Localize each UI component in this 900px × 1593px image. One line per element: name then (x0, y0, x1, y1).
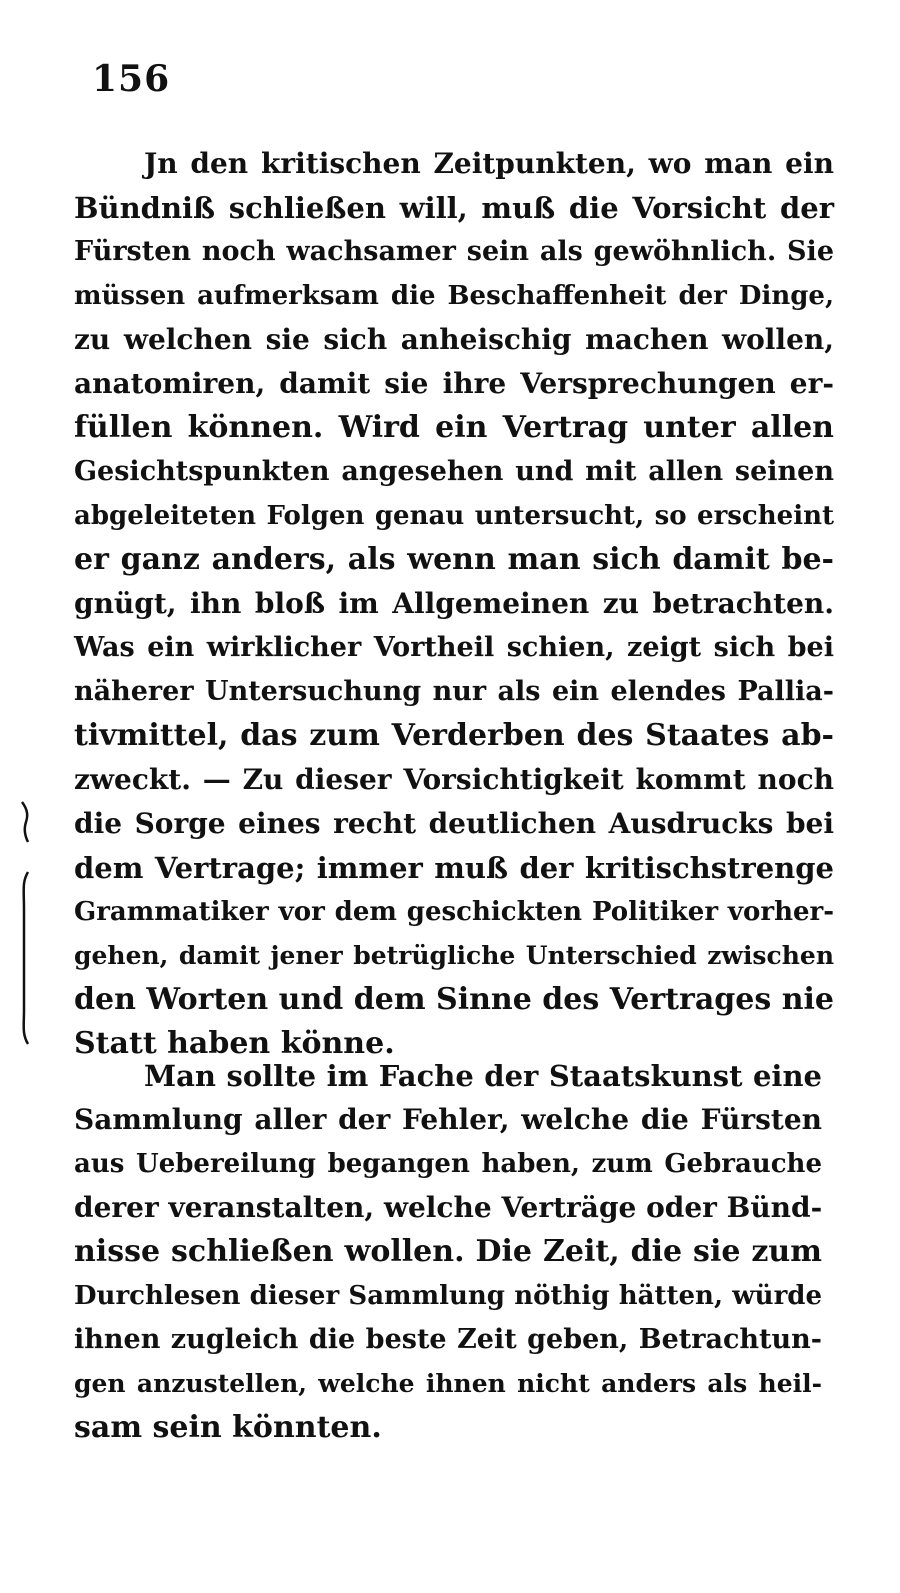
text-line: abgeleiteten Folgen genau untersucht, so erscheint (74, 501, 834, 531)
text-line: müssen aufmerksam die Beschaffenheit der Dinge, (74, 281, 834, 311)
text-line: zweckt. — Zu dieser Vorsichtigkeit kommt noch (74, 763, 834, 796)
text-line: Fürsten noch wachsamer sein als gewöhnlich. Sie (74, 236, 834, 267)
text-line: zu welchen sie sich anheischig machen wollen, (74, 323, 834, 356)
margin-bracket-mark (18, 870, 32, 1046)
text-line: näherer Untersuchung nur als ein elendes Pallia- (74, 676, 834, 707)
text-line: dem Vertrage; immer muß der kritischstrenge (74, 851, 834, 885)
text-line: ihnen zugleich die beste Zeit geben, Betrachtun- (74, 1324, 822, 1355)
text-line: Was ein wirklicher Vortheil schien, zeigt sich bei (74, 632, 834, 663)
paragraph-2 (74, 1054, 822, 1450)
text-line: sam sein könnten. (74, 1410, 382, 1445)
text-line: Bündniß schließen will, muß die Vorsicht der (74, 191, 834, 225)
margin-bracket-mark (18, 800, 32, 844)
text-line: gnügt, ihn bloß im Allgemeinen zu betrachten. (74, 587, 834, 620)
text-line: aus Uebereilung begangen haben, zum Gebrauche (74, 1149, 822, 1179)
text-line: tivmittel, das zum Verderben des Staates ab- (74, 718, 834, 753)
text-line: gehen, damit jener betrügliche Unterschied zwischen (74, 941, 834, 970)
text-line: Gesichtspunkten angesehen und mit allen seinen (74, 456, 834, 487)
text-line: Durchlesen dieser Sammlung nöthig hätten, würde (74, 1281, 822, 1311)
text-line: derer veranstalten, welche Verträge oder Bünd- (74, 1191, 823, 1224)
page-number: 156 (92, 58, 171, 100)
text-line: Statt haben könne. (74, 1026, 395, 1061)
text-line: Man sollte im Fache der Staatskunst eine (144, 1059, 822, 1093)
text-line: den Worten und dem Sinne des Vertrages nie (74, 982, 834, 1017)
text-line: Sammlung aller der Fehler, welche die Fürsten (74, 1103, 822, 1136)
text-line: nisse schließen wollen. Die Zeit, die sie zum (74, 1234, 822, 1269)
text-line: er ganz anders, als wenn man sich damit be- (74, 542, 834, 577)
text-line: anatomiren, damit sie ihre Versprechungen er- (74, 367, 834, 400)
text-line: Jn den kritischen Zeitpunkten, wo man ein (144, 147, 834, 180)
text-line: füllen können. Wird ein Vertrag unter allen (74, 410, 834, 445)
paragraph-1 (74, 142, 834, 1066)
text-line: gen anzustellen, welche ihnen nicht anders als heil- (74, 1369, 822, 1398)
text-line: Grammatiker vor dem geschickten Politiker vorher- (74, 897, 834, 927)
text-line: die Sorge eines recht deutlichen Ausdrucks bei (74, 807, 834, 840)
